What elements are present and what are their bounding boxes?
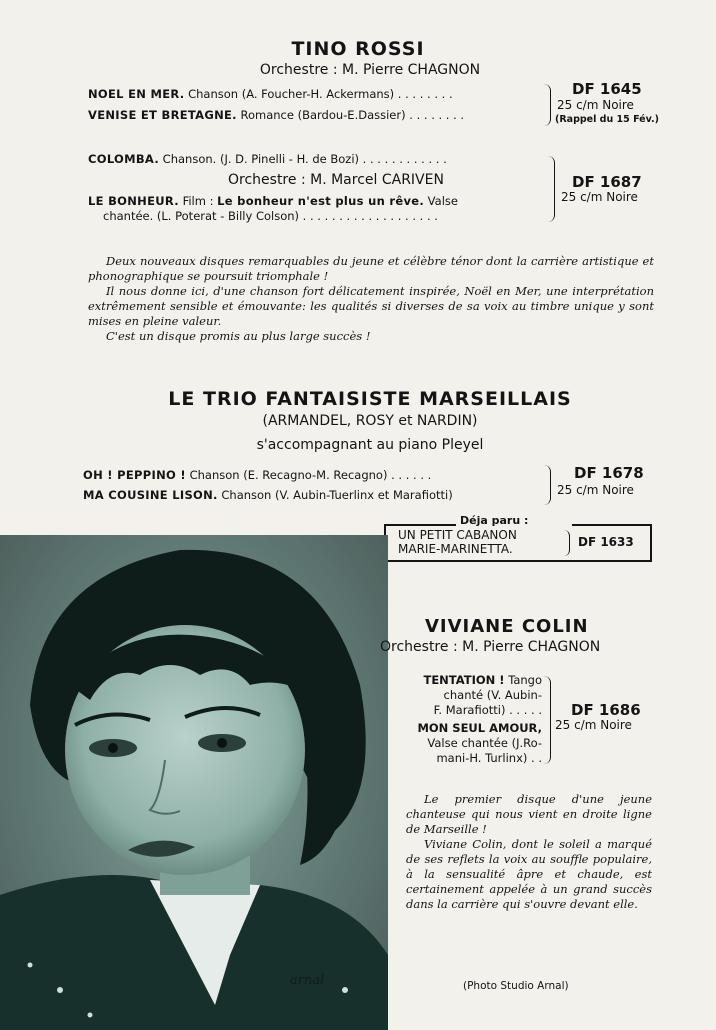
song-desc: F. Marafiotti) . . . . .	[433, 703, 542, 717]
ref-df1687: DF 1687	[572, 173, 642, 191]
paragraph: C'est un disque promis au plus large succès !	[106, 329, 371, 343]
tino-orchestra-1: Orchestre : M. Pierre CHAGNON	[259, 62, 481, 78]
song-le-bonheur-credits: chantée. (L. Poterat - Billy Colson) . . . . . . . . . . . . . . . . . . .	[103, 209, 438, 223]
viviane-title: VIVIANE COLIN	[425, 616, 589, 637]
song-desc: Tango	[504, 673, 542, 687]
song-desc: Valse	[424, 194, 458, 208]
brace	[544, 676, 551, 764]
song-noel-en-mer	[88, 86, 453, 102]
portrait-photo	[0, 535, 388, 1030]
ref-df1678: DF 1678	[574, 464, 644, 482]
tino-description	[88, 254, 654, 344]
ref-df1686-format: 25 c/m Noire	[555, 718, 632, 732]
song-tentation	[378, 673, 542, 718]
song-venise-et-bretagne	[88, 107, 464, 123]
paragraph: Deux nouveaux disques remarquables du jeune et célèbre ténor dont la carrière artistique et phonographique se poursuit triomphale !	[88, 254, 654, 283]
song-ma-cousine-lison	[83, 487, 453, 503]
song-title: OH ! PEPPINO !	[83, 468, 186, 482]
brace	[564, 530, 570, 556]
song-desc: chanté (V. Aubin-	[443, 688, 542, 702]
viviane-description	[406, 792, 652, 912]
photo-signature: arnal	[290, 973, 325, 988]
ref-df1686: DF 1686	[571, 701, 641, 719]
trio-title: LE TRIO FANTAISISTE MARSEILLAIS	[168, 388, 572, 410]
song-title: VENISE ET BRETAGNE.	[88, 108, 237, 122]
song-desc: Film :	[178, 194, 218, 208]
tino-title: TINO ROSSI	[291, 38, 425, 60]
ref-df1645-format: 25 c/m Noire	[557, 98, 634, 112]
ref-df1678-format: 25 c/m Noire	[557, 483, 634, 497]
already-released-label: Déja paru :	[460, 514, 529, 527]
song-title: MON SEUL AMOUR,	[417, 721, 542, 735]
song-title: NOEL EN MER.	[88, 87, 185, 101]
brace	[544, 465, 551, 505]
song-desc: Chanson (V. Aubin-Tuerlinx et Marafiotti)	[217, 488, 453, 502]
song-desc: Chanson (A. Foucher-H. Ackermans) . . . . . . . .	[184, 87, 453, 101]
song-desc: Chanson. (J. D. Pinelli - H. de Bozi) . . . . . . . . . . . .	[159, 152, 447, 166]
song-title: MA COUSINE LISON.	[83, 488, 218, 502]
paragraph: Le premier disque d'une jeune chanteuse qui nous vient en droite ligne de Marseille !	[406, 792, 652, 836]
already-song: MARIE-MARINETTA.	[398, 542, 513, 556]
already-song: UN PETIT CABANON	[398, 528, 517, 542]
song-oh-peppino	[83, 467, 431, 483]
song-desc: Valse chantée (J.Ro-	[427, 736, 542, 750]
tino-orchestra-2: Orchestre : M. Marcel CARIVEN	[228, 172, 444, 188]
song-colomba	[88, 151, 447, 167]
paragraph: Viviane Colin, dont le soleil a marqué de ses reflets la voix au souffle populaire, à la sensualité âpre et chaude, est certainement appelée à un grand succès dans la carrière qui s'ouvre devant elle.	[406, 837, 652, 911]
ref-df1645-note: (Rappel du 15 Fév.)	[555, 114, 659, 125]
song-desc: mani-H. Turlinx) . .	[436, 751, 542, 765]
already-released-box	[384, 524, 652, 562]
brace	[548, 156, 555, 222]
song-title: TENTATION !	[423, 673, 505, 687]
brace	[544, 84, 551, 126]
film-title: Le bonheur n'est plus un rêve.	[217, 194, 425, 208]
trio-accompaniment: s'accompagnant au piano Pleyel	[256, 437, 484, 453]
song-le-bonheur	[88, 193, 458, 209]
portrait-illustration	[0, 535, 388, 1030]
ref-df1645: DF 1645	[572, 80, 642, 98]
photo-credit: (Photo Studio Arnal)	[463, 980, 569, 992]
song-title: LE BONHEUR.	[88, 194, 179, 208]
song-title: COLOMBA.	[88, 152, 160, 166]
viviane-orchestra: Orchestre : M. Pierre CHAGNON	[380, 639, 601, 655]
ref-df1687-format: 25 c/m Noire	[561, 190, 638, 204]
trio-members: (ARMANDEL, ROSY et NARDIN)	[262, 413, 478, 429]
ref-df1633: DF 1633	[578, 535, 634, 549]
song-desc: Chanson (E. Recagno-M. Recagno) . . . . . .	[185, 468, 432, 482]
song-desc: Romance (Bardou-E.Dassier) . . . . . . . .	[236, 108, 465, 122]
song-mon-seul-amour	[378, 721, 542, 766]
paragraph: Il nous donne ici, d'une chanson fort délicatement inspirée, Noël en Mer, une interprétation extrêmement sensible et émouvante: les qualités si diverses de sa voix au timbre unique y sont mises en pleine valeur.	[88, 284, 654, 328]
